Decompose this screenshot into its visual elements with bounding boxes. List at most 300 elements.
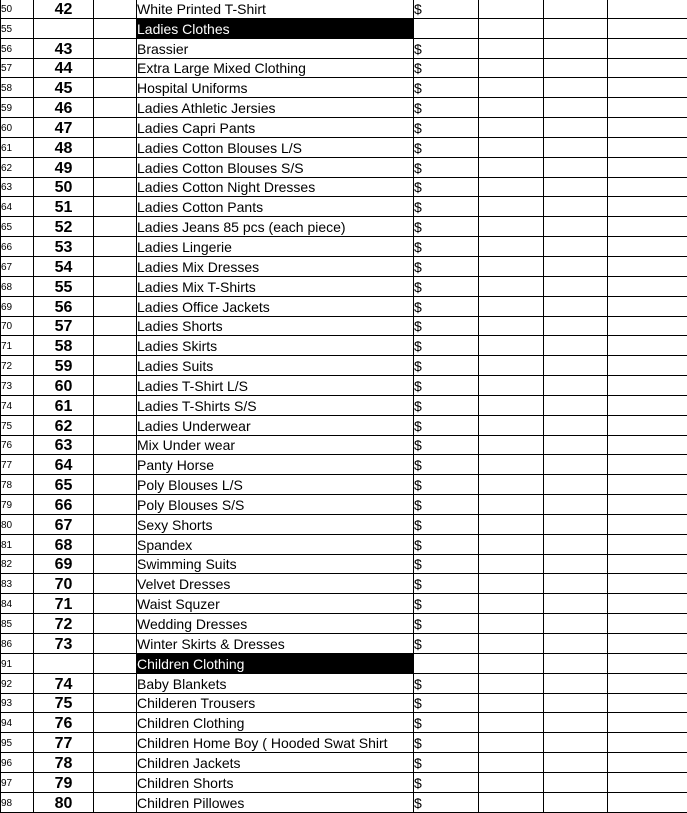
item-description-cell[interactable]: Ladies Jeans 85 pcs (each piece) — [137, 217, 414, 237]
item-number-cell[interactable]: 69 — [34, 554, 94, 574]
empty-cell-2[interactable] — [544, 137, 608, 157]
item-number-cell[interactable]: 55 — [34, 276, 94, 296]
price-cell[interactable]: $ — [414, 554, 479, 574]
empty-cell-2[interactable] — [544, 634, 608, 654]
empty-cell-3[interactable] — [608, 118, 687, 138]
item-number-cell[interactable]: 53 — [34, 237, 94, 257]
row-number-cell: 55 — [1, 18, 34, 38]
blank-cell[interactable] — [94, 98, 137, 118]
blank-cell[interactable] — [94, 296, 137, 316]
empty-cell-1[interactable] — [479, 792, 544, 812]
empty-cell-1[interactable] — [479, 634, 544, 654]
blank-cell[interactable] — [94, 614, 137, 634]
row-number-cell: 97 — [1, 772, 34, 792]
empty-cell-3[interactable] — [608, 217, 687, 237]
blank-cell[interactable] — [94, 0, 137, 18]
empty-cell-1[interactable] — [479, 58, 544, 78]
empty-cell-1[interactable] — [479, 177, 544, 197]
item-description-cell[interactable]: Panty Horse — [137, 455, 414, 475]
blank-cell[interactable] — [94, 693, 137, 713]
empty-cell-1[interactable] — [479, 772, 544, 792]
price-cell[interactable]: $ — [414, 395, 479, 415]
blank-cell[interactable] — [94, 594, 137, 614]
item-number-cell[interactable]: 79 — [34, 772, 94, 792]
table-row — [1, 475, 687, 495]
empty-cell-2[interactable] — [544, 276, 608, 296]
item-number-cell[interactable]: 58 — [34, 336, 94, 356]
empty-cell-3[interactable] — [608, 693, 687, 713]
empty-cell-2[interactable] — [544, 772, 608, 792]
item-description-cell[interactable]: Ladies Mix T-Shirts — [137, 276, 414, 296]
item-description-cell[interactable]: Childeren Trousers — [137, 693, 414, 713]
price-cell[interactable]: $ — [414, 733, 479, 753]
item-description-cell[interactable]: Sexy Shorts — [137, 514, 414, 534]
empty-cell-3[interactable] — [608, 772, 687, 792]
empty-cell-2[interactable] — [544, 0, 608, 18]
item-description-cell[interactable]: Ladies Office Jackets — [137, 296, 414, 316]
blank-cell[interactable] — [94, 673, 137, 693]
item-number-cell[interactable]: 48 — [34, 137, 94, 157]
price-cell[interactable]: $ — [414, 98, 479, 118]
blank-cell[interactable] — [94, 78, 137, 98]
item-number-cell[interactable]: 75 — [34, 693, 94, 713]
empty-cell-3[interactable] — [608, 98, 687, 118]
empty-cell-1[interactable] — [479, 38, 544, 58]
empty-cell-3[interactable] — [608, 713, 687, 733]
item-description-cell[interactable]: Ladies Skirts — [137, 336, 414, 356]
blank-cell[interactable] — [94, 276, 137, 296]
item-description-cell[interactable]: Hospital Uniforms — [137, 78, 414, 98]
blank-cell[interactable] — [94, 38, 137, 58]
blank-cell[interactable] — [94, 435, 137, 455]
empty-cell-2[interactable] — [544, 435, 608, 455]
empty-cell-1[interactable] — [479, 653, 544, 673]
empty-cell-3[interactable] — [608, 614, 687, 634]
price-cell[interactable]: $ — [414, 177, 479, 197]
empty-cell-3[interactable] — [608, 475, 687, 495]
empty-cell-2[interactable] — [544, 455, 608, 475]
empty-cell-3[interactable] — [608, 753, 687, 773]
empty-cell-3[interactable] — [608, 276, 687, 296]
item-description-cell[interactable]: Wedding Dresses — [137, 614, 414, 634]
item-number-cell[interactable]: 57 — [34, 316, 94, 336]
item-description-cell[interactable]: Ladies Cotton Blouses L/S — [137, 137, 414, 157]
price-cell[interactable]: $ — [414, 594, 479, 614]
price-cell[interactable]: $ — [414, 217, 479, 237]
blank-cell[interactable] — [94, 18, 137, 38]
blank-cell[interactable] — [94, 118, 137, 138]
empty-cell-3[interactable] — [608, 197, 687, 217]
empty-cell-1[interactable] — [479, 296, 544, 316]
item-number-cell[interactable]: 54 — [34, 256, 94, 276]
item-description-cell[interactable]: Ladies Capri Pants — [137, 118, 414, 138]
blank-cell[interactable] — [94, 316, 137, 336]
empty-cell-1[interactable] — [479, 713, 544, 733]
section-title-cell[interactable]: Ladies Clothes — [137, 18, 414, 38]
empty-cell-2[interactable] — [544, 18, 608, 38]
empty-cell-3[interactable] — [608, 733, 687, 753]
price-cell[interactable]: $ — [414, 534, 479, 554]
empty-cell-1[interactable] — [479, 18, 544, 38]
item-number-cell[interactable]: 63 — [34, 435, 94, 455]
item-description-cell[interactable]: Ladies Mix Dresses — [137, 256, 414, 276]
empty-cell-3[interactable] — [608, 574, 687, 594]
empty-cell-1[interactable] — [479, 98, 544, 118]
price-cell[interactable]: $ — [414, 376, 479, 396]
item-description-cell[interactable]: Extra Large Mixed Clothing — [137, 58, 414, 78]
blank-cell[interactable] — [94, 653, 137, 673]
blank-cell[interactable] — [94, 772, 137, 792]
item-number-cell[interactable]: 44 — [34, 58, 94, 78]
empty-cell-3[interactable] — [608, 376, 687, 396]
empty-cell-3[interactable] — [608, 316, 687, 336]
blank-cell[interactable] — [94, 534, 137, 554]
empty-cell-2[interactable] — [544, 98, 608, 118]
row-number-cell: 69 — [1, 296, 34, 316]
item-number-cell[interactable]: 56 — [34, 296, 94, 316]
empty-cell-1[interactable] — [479, 395, 544, 415]
empty-cell-2[interactable] — [544, 356, 608, 376]
empty-cell-1[interactable] — [479, 495, 544, 515]
empty-cell-3[interactable] — [608, 157, 687, 177]
table-row — [1, 336, 687, 356]
price-cell[interactable]: $ — [414, 316, 479, 336]
empty-cell-1[interactable] — [479, 753, 544, 773]
blank-cell[interactable] — [94, 177, 137, 197]
price-cell[interactable]: $ — [414, 634, 479, 654]
item-number-cell[interactable]: 52 — [34, 217, 94, 237]
blank-cell[interactable] — [94, 713, 137, 733]
empty-cell-3[interactable] — [608, 58, 687, 78]
empty-cell-2[interactable] — [544, 673, 608, 693]
item-description-cell[interactable]: Baby Blankets — [137, 673, 414, 693]
item-number-cell[interactable]: 73 — [34, 634, 94, 654]
empty-cell-2[interactable] — [544, 256, 608, 276]
empty-cell-3[interactable] — [608, 435, 687, 455]
item-number-cell[interactable]: 45 — [34, 78, 94, 98]
item-number-cell[interactable]: 43 — [34, 38, 94, 58]
empty-cell-1[interactable] — [479, 614, 544, 634]
empty-cell-2[interactable] — [544, 495, 608, 515]
price-cell[interactable] — [414, 18, 479, 38]
empty-cell-1[interactable] — [479, 594, 544, 614]
empty-cell-3[interactable] — [608, 792, 687, 812]
item-description-cell[interactable]: Poly Blouses L/S — [137, 475, 414, 495]
price-cell[interactable]: $ — [414, 514, 479, 534]
blank-cell[interactable] — [94, 574, 137, 594]
empty-cell-1[interactable] — [479, 673, 544, 693]
empty-cell-2[interactable] — [544, 713, 608, 733]
empty-cell-3[interactable] — [608, 395, 687, 415]
empty-cell-1[interactable] — [479, 534, 544, 554]
price-cell[interactable]: $ — [414, 435, 479, 455]
empty-cell-2[interactable] — [544, 574, 608, 594]
price-cell[interactable]: $ — [414, 455, 479, 475]
empty-cell-2[interactable] — [544, 475, 608, 495]
price-cell[interactable]: $ — [414, 772, 479, 792]
empty-cell-2[interactable] — [544, 614, 608, 634]
empty-cell-1[interactable] — [479, 157, 544, 177]
empty-cell-3[interactable] — [608, 634, 687, 654]
price-cell[interactable]: $ — [414, 157, 479, 177]
empty-cell-3[interactable] — [608, 356, 687, 376]
item-number-cell[interactable]: 64 — [34, 455, 94, 475]
item-description-cell[interactable]: Winter Skirts & Dresses — [137, 634, 414, 654]
empty-cell-3[interactable] — [608, 455, 687, 475]
blank-cell[interactable] — [94, 157, 137, 177]
row-number-cell: 50 — [1, 0, 34, 18]
blank-cell[interactable] — [94, 137, 137, 157]
item-description-cell[interactable]: Poly Blouses S/S — [137, 495, 414, 515]
item-description-cell[interactable]: Children Shorts — [137, 772, 414, 792]
item-number-cell[interactable]: 67 — [34, 514, 94, 534]
empty-cell-2[interactable] — [544, 415, 608, 435]
empty-cell-2[interactable] — [544, 594, 608, 614]
item-number-cell[interactable]: 78 — [34, 753, 94, 773]
price-cell[interactable]: $ — [414, 673, 479, 693]
item-number-cell[interactable]: 72 — [34, 614, 94, 634]
empty-cell-2[interactable] — [544, 118, 608, 138]
empty-cell-2[interactable] — [544, 534, 608, 554]
empty-cell-3[interactable] — [608, 495, 687, 515]
item-number-cell[interactable] — [34, 653, 94, 673]
item-number-cell[interactable]: 59 — [34, 356, 94, 376]
item-number-cell[interactable] — [34, 18, 94, 38]
item-description-cell[interactable]: Ladies T-Shirt L/S — [137, 376, 414, 396]
empty-cell-1[interactable] — [479, 435, 544, 455]
empty-cell-1[interactable] — [479, 733, 544, 753]
empty-cell-1[interactable] — [479, 514, 544, 534]
item-description-cell[interactable]: Children Jackets — [137, 753, 414, 773]
price-cell[interactable]: $ — [414, 693, 479, 713]
item-description-cell[interactable]: Waist Squzer — [137, 594, 414, 614]
empty-cell-2[interactable] — [544, 38, 608, 58]
item-number-cell[interactable]: 50 — [34, 177, 94, 197]
empty-cell-3[interactable] — [608, 256, 687, 276]
price-cell[interactable]: $ — [414, 356, 479, 376]
empty-cell-3[interactable] — [608, 594, 687, 614]
item-number-cell[interactable]: 65 — [34, 475, 94, 495]
empty-cell-1[interactable] — [479, 554, 544, 574]
item-description-cell[interactable]: Swimming Suits — [137, 554, 414, 574]
item-number-cell[interactable]: 74 — [34, 673, 94, 693]
blank-cell[interactable] — [94, 58, 137, 78]
item-description-cell[interactable]: Velvet Dresses — [137, 574, 414, 594]
empty-cell-2[interactable] — [544, 78, 608, 98]
table-row — [1, 78, 687, 98]
empty-cell-2[interactable] — [544, 792, 608, 812]
price-cell[interactable]: $ — [414, 276, 479, 296]
blank-cell[interactable] — [94, 753, 137, 773]
price-cell[interactable]: $ — [414, 256, 479, 276]
empty-cell-1[interactable] — [479, 336, 544, 356]
empty-cell-3[interactable] — [608, 177, 687, 197]
item-description-cell[interactable]: White Printed T-Shirt — [137, 0, 414, 18]
price-cell[interactable]: $ — [414, 336, 479, 356]
blank-cell[interactable] — [94, 733, 137, 753]
empty-cell-3[interactable] — [608, 534, 687, 554]
empty-cell-3[interactable] — [608, 514, 687, 534]
item-number-cell[interactable]: 70 — [34, 574, 94, 594]
empty-cell-1[interactable] — [479, 475, 544, 495]
item-description-cell[interactable]: Mix Under wear — [137, 435, 414, 455]
empty-cell-2[interactable] — [544, 316, 608, 336]
empty-cell-3[interactable] — [608, 18, 687, 38]
price-cell[interactable]: $ — [414, 118, 479, 138]
blank-cell[interactable] — [94, 256, 137, 276]
item-description-cell[interactable]: Ladies Cotton Pants — [137, 197, 414, 217]
blank-cell[interactable] — [94, 495, 137, 515]
price-cell[interactable] — [414, 653, 479, 673]
empty-cell-2[interactable] — [544, 197, 608, 217]
item-number-cell[interactable]: 47 — [34, 118, 94, 138]
empty-cell-3[interactable] — [608, 237, 687, 257]
price-cell[interactable]: $ — [414, 296, 479, 316]
empty-cell-2[interactable] — [544, 733, 608, 753]
empty-cell-2[interactable] — [544, 554, 608, 574]
item-number-cell[interactable]: 51 — [34, 197, 94, 217]
item-description-cell[interactable]: Children Clothing — [137, 713, 414, 733]
item-number-cell[interactable]: 68 — [34, 534, 94, 554]
empty-cell-2[interactable] — [544, 693, 608, 713]
empty-cell-2[interactable] — [544, 395, 608, 415]
blank-cell[interactable] — [94, 336, 137, 356]
empty-cell-3[interactable] — [608, 78, 687, 98]
price-cell[interactable]: $ — [414, 792, 479, 812]
empty-cell-3[interactable] — [608, 0, 687, 18]
item-description-cell[interactable]: Children Home Boy ( Hooded Swat Shirt — [137, 733, 414, 753]
empty-cell-1[interactable] — [479, 574, 544, 594]
empty-cell-3[interactable] — [608, 415, 687, 435]
empty-cell-1[interactable] — [479, 237, 544, 257]
empty-cell-2[interactable] — [544, 237, 608, 257]
empty-cell-2[interactable] — [544, 376, 608, 396]
blank-cell[interactable] — [94, 792, 137, 812]
empty-cell-1[interactable] — [479, 276, 544, 296]
empty-cell-2[interactable] — [544, 177, 608, 197]
price-cell[interactable]: $ — [414, 137, 479, 157]
item-description-cell[interactable]: Ladies Suits — [137, 356, 414, 376]
blank-cell[interactable] — [94, 475, 137, 495]
empty-cell-1[interactable] — [479, 415, 544, 435]
empty-cell-1[interactable] — [479, 376, 544, 396]
empty-cell-1[interactable] — [479, 78, 544, 98]
item-number-cell[interactable]: 46 — [34, 98, 94, 118]
price-cell[interactable]: $ — [414, 197, 479, 217]
item-number-cell[interactable]: 71 — [34, 594, 94, 614]
empty-cell-2[interactable] — [544, 753, 608, 773]
empty-cell-1[interactable] — [479, 197, 544, 217]
blank-cell[interactable] — [94, 217, 137, 237]
empty-cell-3[interactable] — [608, 336, 687, 356]
empty-cell-3[interactable] — [608, 653, 687, 673]
item-description-cell[interactable]: Ladies Athletic Jersies — [137, 98, 414, 118]
table-row — [1, 197, 687, 217]
empty-cell-1[interactable] — [479, 137, 544, 157]
item-number-cell[interactable]: 49 — [34, 157, 94, 177]
blank-cell[interactable] — [94, 395, 137, 415]
empty-cell-2[interactable] — [544, 653, 608, 673]
empty-cell-2[interactable] — [544, 157, 608, 177]
empty-cell-1[interactable] — [479, 693, 544, 713]
item-description-cell[interactable]: Children Pillowes — [137, 792, 414, 812]
price-cell[interactable]: $ — [414, 78, 479, 98]
empty-cell-3[interactable] — [608, 673, 687, 693]
item-description-cell[interactable]: Brassier — [137, 38, 414, 58]
price-cell[interactable]: $ — [414, 574, 479, 594]
section-title-cell[interactable]: Children Clothing — [137, 653, 414, 673]
row-number-cell: 79 — [1, 495, 34, 515]
blank-cell[interactable] — [94, 514, 137, 534]
price-cell[interactable]: $ — [414, 237, 479, 257]
empty-cell-3[interactable] — [608, 296, 687, 316]
item-number-cell[interactable]: 77 — [34, 733, 94, 753]
price-cell[interactable]: $ — [414, 753, 479, 773]
row-number-cell: 74 — [1, 395, 34, 415]
empty-cell-2[interactable] — [544, 296, 608, 316]
empty-cell-3[interactable] — [608, 38, 687, 58]
empty-cell-2[interactable] — [544, 58, 608, 78]
item-number-cell[interactable]: 66 — [34, 495, 94, 515]
item-number-cell[interactable]: 60 — [34, 376, 94, 396]
item-number-cell[interactable]: 42 — [34, 0, 94, 18]
row-number-cell: 71 — [1, 336, 34, 356]
item-number-cell[interactable]: 76 — [34, 713, 94, 733]
empty-cell-2[interactable] — [544, 336, 608, 356]
row-number-cell: 91 — [1, 653, 34, 673]
price-cell[interactable]: $ — [414, 0, 479, 18]
blank-cell[interactable] — [94, 455, 137, 475]
empty-cell-1[interactable] — [479, 0, 544, 18]
empty-cell-2[interactable] — [544, 217, 608, 237]
empty-cell-1[interactable] — [479, 316, 544, 336]
empty-cell-2[interactable] — [544, 514, 608, 534]
empty-cell-1[interactable] — [479, 217, 544, 237]
empty-cell-1[interactable] — [479, 256, 544, 276]
empty-cell-1[interactable] — [479, 455, 544, 475]
item-description-cell[interactable]: Ladies Underwear — [137, 415, 414, 435]
item-number-cell[interactable]: 61 — [34, 395, 94, 415]
item-description-cell[interactable]: Ladies T-Shirts S/S — [137, 395, 414, 415]
blank-cell[interactable] — [94, 554, 137, 574]
price-cell[interactable]: $ — [414, 415, 479, 435]
item-number-cell[interactable]: 80 — [34, 792, 94, 812]
price-cell[interactable]: $ — [414, 38, 479, 58]
price-cell[interactable]: $ — [414, 614, 479, 634]
empty-cell-3[interactable] — [608, 554, 687, 574]
item-description-cell[interactable]: Ladies Shorts — [137, 316, 414, 336]
blank-cell[interactable] — [94, 197, 137, 217]
empty-cell-1[interactable] — [479, 118, 544, 138]
price-cell[interactable]: $ — [414, 58, 479, 78]
item-number-cell[interactable]: 62 — [34, 415, 94, 435]
blank-cell[interactable] — [94, 356, 137, 376]
item-description-cell[interactable]: Ladies Cotton Blouses S/S — [137, 157, 414, 177]
item-description-cell[interactable]: Ladies Lingerie — [137, 237, 414, 257]
price-cell[interactable]: $ — [414, 495, 479, 515]
price-cell[interactable]: $ — [414, 475, 479, 495]
blank-cell[interactable] — [94, 237, 137, 257]
blank-cell[interactable] — [94, 376, 137, 396]
row-number-cell: 73 — [1, 376, 34, 396]
item-description-cell[interactable]: Ladies Cotton Night Dresses — [137, 177, 414, 197]
item-description-cell[interactable]: Spandex — [137, 534, 414, 554]
empty-cell-3[interactable] — [608, 137, 687, 157]
blank-cell[interactable] — [94, 415, 137, 435]
blank-cell[interactable] — [94, 634, 137, 654]
empty-cell-1[interactable] — [479, 356, 544, 376]
price-cell[interactable]: $ — [414, 713, 479, 733]
